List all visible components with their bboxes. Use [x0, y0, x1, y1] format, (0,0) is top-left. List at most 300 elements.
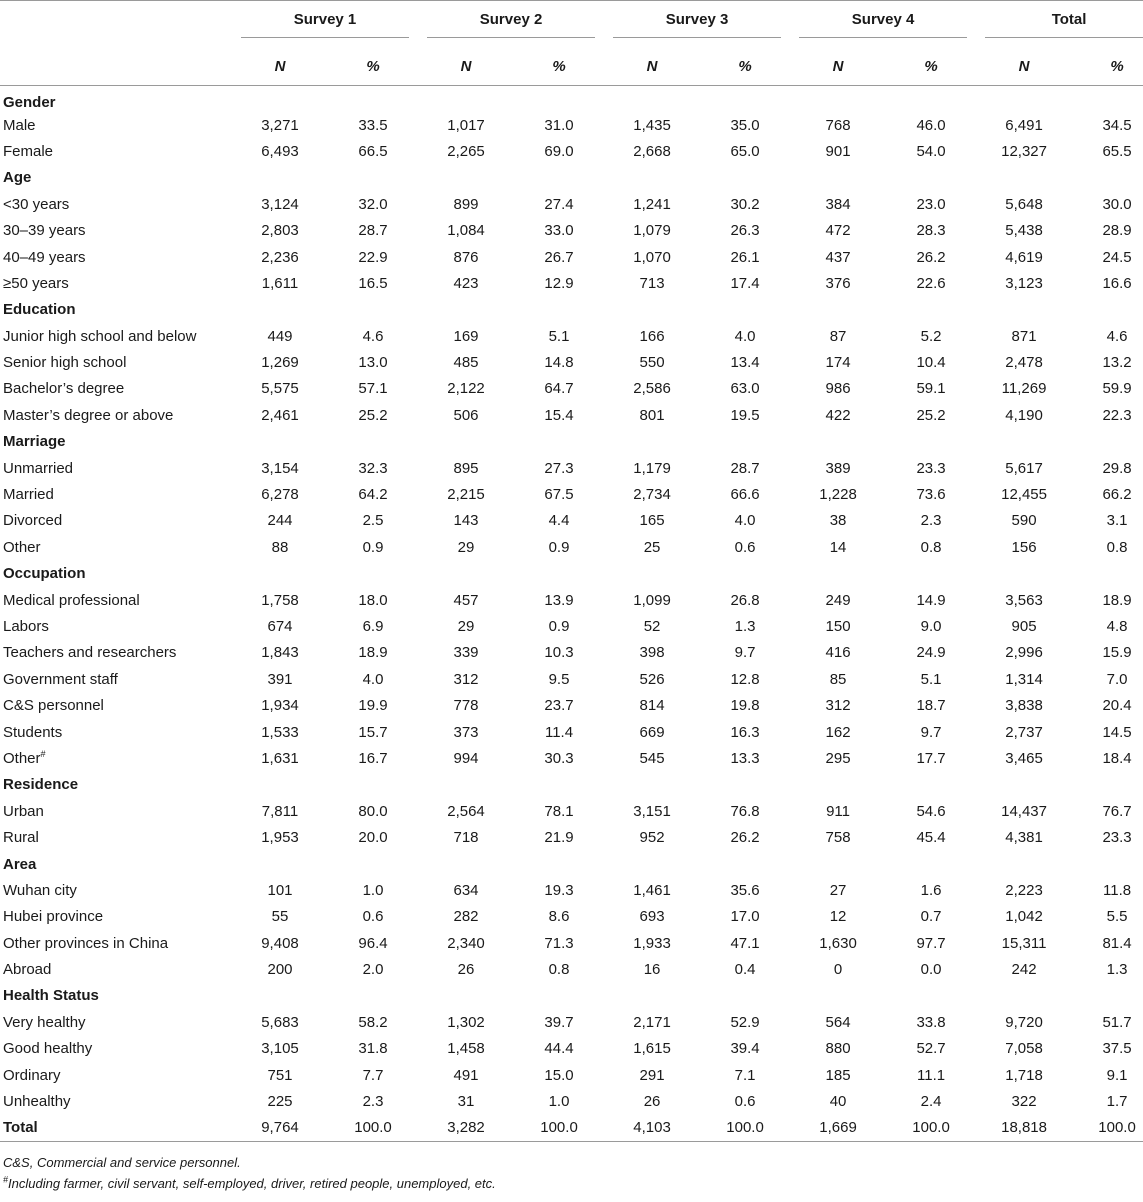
section-header-row	[0, 165, 1143, 191]
footnote-other-occupation-text: Including farmer, civil servant, self-employed, driver, retired people, unemployed, etc.	[8, 1175, 496, 1191]
n-cell: 15,311	[1001, 934, 1047, 952]
percent-cell: 23.0	[916, 195, 946, 213]
n-cell: 185	[825, 1066, 851, 1084]
n-cell: 312	[825, 697, 851, 715]
n-cell	[976, 429, 1072, 455]
n-cell: 165	[639, 512, 665, 530]
table-row	[0, 270, 1143, 296]
n-cell: 312	[453, 670, 479, 688]
percent-cell: 18.0	[358, 591, 388, 609]
percent-cell: 1.0	[548, 1093, 570, 1111]
percent-cell: 26.7	[544, 248, 574, 266]
n-cell: 1,533	[261, 723, 299, 741]
row-label-text: Rural	[3, 829, 39, 847]
table-row	[0, 191, 1143, 217]
survey-1-header-label: Survey 1	[241, 11, 409, 38]
n-cell: 4,103	[604, 1115, 700, 1141]
sub-header-row	[0, 47, 1143, 86]
n-cell	[790, 561, 886, 587]
percent-cell: 1.3	[734, 618, 756, 635]
percent-cell: 11.8	[1103, 881, 1132, 899]
n-column-header: N	[790, 47, 886, 86]
n-cell: 634	[453, 881, 479, 899]
percent-cell: 81.4	[1102, 934, 1132, 952]
row-label-text: Teachers and researchers	[3, 644, 177, 662]
n-cell: 6,491	[1005, 116, 1043, 134]
percent-cell: 32.0	[358, 195, 388, 213]
n-cell: 389	[825, 459, 851, 477]
section-label	[0, 297, 232, 323]
percent-cell: 21.9	[544, 829, 574, 847]
percent-cell: 0.6	[362, 908, 384, 926]
n-cell	[418, 851, 514, 877]
section-label	[0, 772, 232, 798]
n-cell: 244	[267, 512, 293, 530]
percent-cell: 31.8	[358, 1040, 388, 1058]
n-cell: 6,493	[261, 142, 299, 160]
n-cell: 391	[267, 670, 293, 688]
n-cell: 778	[453, 697, 479, 715]
n-cell: 29	[457, 618, 475, 635]
percent-cell: 39.4	[730, 1040, 760, 1058]
n-cell: 242	[1011, 961, 1037, 979]
footnote-abbreviation: C&S, Commercial and service personnel.	[3, 1154, 241, 1170]
percent-cell: 47.1	[730, 934, 760, 952]
percent-cell: 100.0	[886, 1115, 976, 1141]
n-cell: 1,758	[261, 591, 299, 609]
percent-cell	[886, 165, 976, 191]
percent-cell: 18.9	[1102, 591, 1132, 609]
table-row	[0, 613, 1143, 639]
section-label	[0, 429, 232, 455]
percent-cell: 18.9	[358, 644, 388, 662]
row-label	[0, 481, 232, 507]
percent-cell: 78.1	[544, 802, 574, 820]
percent-cell: 4.4	[548, 512, 570, 530]
percent-cell: 2.4	[920, 1093, 942, 1111]
percent-cell	[886, 297, 976, 323]
n-cell	[604, 165, 700, 191]
n-cell: 449	[267, 327, 293, 345]
percent-cell: 2.3	[362, 1093, 384, 1111]
percent-cell	[328, 429, 418, 455]
row-label	[0, 904, 232, 930]
row-label-text: Occupation	[3, 565, 86, 583]
percent-cell	[700, 429, 790, 455]
row-label	[0, 692, 232, 718]
percent-cell: 31.0	[544, 116, 574, 134]
percent-column-header: %	[514, 47, 604, 86]
percent-cell: 16.6	[1102, 274, 1132, 292]
percent-cell: 12.9	[544, 274, 574, 292]
percent-cell	[886, 86, 976, 112]
n-cell: 713	[639, 274, 665, 292]
n-cell: 87	[829, 327, 847, 345]
percent-cell: 39.7	[544, 1013, 574, 1031]
percent-cell	[1072, 983, 1143, 1009]
percent-cell: 59.9	[1102, 380, 1132, 398]
n-cell: 5,575	[261, 380, 299, 398]
percent-cell: 76.8	[730, 802, 760, 820]
table-row	[0, 930, 1143, 956]
percent-cell	[514, 983, 604, 1009]
survey-2-header	[418, 1, 604, 48]
percent-cell: 12.8	[730, 670, 760, 688]
n-cell: 506	[453, 406, 479, 424]
table-row	[0, 877, 1143, 903]
row-label-text: Labors	[3, 618, 49, 635]
n-cell: 3,282	[418, 1115, 514, 1141]
row-label-text: ≥50 years	[3, 274, 69, 292]
percent-cell	[328, 772, 418, 798]
percent-cell: 16.3	[730, 723, 760, 741]
percent-cell: 28.7	[730, 459, 760, 477]
row-label-text: Bachelor’s degree	[3, 380, 125, 398]
percent-cell: 4.8	[1106, 618, 1128, 635]
percent-cell	[1072, 297, 1143, 323]
percent-cell	[700, 772, 790, 798]
table-row	[0, 376, 1143, 402]
n-cell: 952	[639, 829, 665, 847]
n-cell: 322	[1011, 1093, 1037, 1111]
n-cell: 1,314	[1005, 670, 1043, 688]
row-label-text: Senior high school	[3, 354, 127, 372]
n-cell: 88	[271, 538, 289, 556]
percent-cell	[886, 429, 976, 455]
n-column-header: N	[232, 47, 328, 86]
n-cell	[790, 165, 886, 191]
table-row	[0, 402, 1143, 428]
percent-cell: 1.6	[920, 881, 942, 899]
n-cell: 1,435	[633, 116, 671, 134]
n-cell: 295	[825, 749, 851, 767]
n-cell: 282	[453, 908, 479, 926]
percent-cell: 23.3	[916, 459, 946, 477]
row-label	[0, 376, 232, 402]
table-row	[0, 692, 1143, 718]
percent-cell: 5.1	[548, 327, 570, 345]
n-cell: 14,437	[1001, 802, 1047, 820]
n-cell: 590	[1011, 512, 1037, 530]
percent-column-header: %	[886, 47, 976, 86]
percent-cell: 96.4	[358, 934, 388, 952]
percent-cell: 64.7	[544, 380, 574, 398]
n-cell	[232, 429, 328, 455]
row-label-text: Ordinary	[3, 1066, 61, 1084]
n-cell: 1,042	[1005, 908, 1043, 926]
percent-cell	[1072, 772, 1143, 798]
row-label-text: Gender	[3, 94, 56, 112]
percent-cell: 17.4	[730, 274, 760, 292]
row-label-text: Total	[3, 1119, 38, 1137]
n-cell	[418, 561, 514, 587]
n-cell: 1,934	[261, 697, 299, 715]
percent-cell	[886, 983, 976, 1009]
table-row	[0, 1009, 1143, 1035]
n-cell: 29	[457, 538, 475, 556]
table-row	[0, 455, 1143, 481]
section-header-row	[0, 561, 1143, 587]
percent-cell: 100.0	[1072, 1115, 1143, 1141]
row-label-text: Residence	[3, 776, 79, 794]
n-cell: 1,615	[633, 1040, 671, 1058]
section-header-row	[0, 429, 1143, 455]
percent-cell	[700, 983, 790, 1009]
percent-cell: 59.1	[916, 380, 946, 398]
n-cell: 291	[639, 1066, 665, 1084]
percent-cell: 26.2	[730, 829, 760, 847]
percent-cell: 9.7	[734, 644, 756, 662]
row-label	[0, 956, 232, 982]
n-cell: 162	[825, 723, 851, 741]
percent-cell: 0.9	[548, 618, 570, 635]
n-cell: 398	[639, 644, 665, 662]
n-cell	[976, 86, 1072, 112]
percent-cell: 4.0	[734, 327, 756, 345]
table-row	[0, 1088, 1143, 1114]
percent-cell: 4.6	[362, 327, 384, 345]
row-label-text: Age	[3, 169, 32, 187]
percent-cell: 13.4	[730, 354, 760, 372]
survey-3-header-label: Survey 3	[613, 11, 781, 38]
percent-cell: 57.1	[358, 380, 388, 398]
n-cell: 526	[639, 670, 665, 688]
n-cell: 986	[825, 380, 851, 398]
n-cell: 1,458	[447, 1040, 485, 1058]
n-cell: 1,017	[447, 116, 485, 134]
percent-cell: 26.3	[730, 222, 760, 240]
percent-cell: 76.7	[1102, 802, 1132, 820]
percent-cell: 23.7	[544, 697, 574, 715]
row-label	[0, 640, 232, 666]
table-row	[0, 666, 1143, 692]
percent-cell	[886, 561, 976, 587]
n-cell: 457	[453, 591, 479, 609]
percent-cell: 66.6	[730, 486, 760, 504]
n-cell	[790, 429, 886, 455]
percent-cell: 13.9	[544, 591, 574, 609]
percent-cell: 7.0	[1106, 670, 1128, 688]
row-label-text: Other	[3, 749, 41, 767]
percent-cell: 30.3	[544, 749, 574, 767]
n-cell: 26	[643, 1093, 661, 1111]
percent-cell	[514, 851, 604, 877]
n-cell: 2,236	[261, 248, 299, 266]
row-label-text: Divorced	[3, 512, 63, 530]
n-cell: 1,953	[261, 829, 299, 847]
percent-cell: 100.0	[514, 1115, 604, 1141]
percent-cell	[1072, 851, 1143, 877]
percent-cell: 0.0	[920, 961, 942, 979]
percent-cell: 2.0	[362, 961, 384, 979]
n-cell: 2,223	[1005, 881, 1043, 899]
table-row	[0, 349, 1143, 375]
n-cell: 1,718	[1005, 1066, 1043, 1084]
percent-cell: 65.0	[730, 142, 760, 160]
n-cell: 693	[639, 908, 665, 926]
percent-cell: 35.0	[730, 116, 760, 134]
survey-4-header-label: Survey 4	[799, 11, 967, 38]
n-cell	[418, 772, 514, 798]
percent-cell: 26.8	[730, 591, 760, 609]
n-cell: 1,302	[447, 1013, 485, 1031]
n-cell: 2,171	[633, 1013, 671, 1031]
n-cell: 18,818	[976, 1115, 1072, 1141]
row-label-text: Junior high school and below	[3, 327, 197, 345]
n-cell	[790, 297, 886, 323]
section-header-row	[0, 772, 1143, 798]
n-cell: 156	[1011, 538, 1037, 556]
table-body	[0, 86, 1143, 1142]
total-header-label: Total	[985, 11, 1143, 38]
section-header-row	[0, 297, 1143, 323]
n-cell	[418, 429, 514, 455]
n-cell: 3,124	[261, 195, 299, 213]
n-cell: 437	[825, 248, 851, 266]
n-cell: 225	[267, 1093, 293, 1111]
percent-cell: 54.0	[916, 142, 946, 160]
row-label-text: Health Status	[3, 987, 99, 1005]
n-cell: 150	[825, 618, 851, 635]
percent-cell: 7.7	[362, 1066, 384, 1084]
n-cell: 11,269	[1001, 380, 1047, 398]
n-cell: 3,563	[1005, 591, 1043, 609]
percent-cell: 13.2	[1102, 354, 1132, 372]
percent-cell: 51.7	[1102, 1013, 1132, 1031]
n-cell: 751	[267, 1066, 293, 1084]
percent-cell: 23.3	[1102, 829, 1132, 847]
percent-cell: 22.9	[358, 248, 388, 266]
n-cell: 101	[267, 881, 293, 899]
n-cell: 1,669	[790, 1115, 886, 1141]
n-cell	[604, 429, 700, 455]
percent-cell: 14.5	[1102, 723, 1132, 741]
row-label-text: Other	[3, 538, 41, 556]
percent-cell	[514, 165, 604, 191]
n-cell: 384	[825, 195, 851, 213]
n-cell: 174	[825, 354, 851, 372]
n-cell	[976, 983, 1072, 1009]
percent-cell: 0.6	[734, 1093, 756, 1111]
n-cell: 472	[825, 222, 851, 240]
percent-column-header: %	[1072, 47, 1143, 86]
n-cell: 3,105	[261, 1040, 299, 1058]
percent-cell: 65.5	[1102, 142, 1132, 160]
row-label-text: Unmarried	[3, 459, 74, 477]
n-cell: 27	[829, 881, 847, 899]
total-row	[0, 1115, 1143, 1141]
percent-cell: 67.5	[544, 486, 574, 504]
percent-cell: 64.2	[358, 486, 388, 504]
n-cell: 2,340	[447, 934, 485, 952]
percent-cell: 0.8	[1106, 538, 1128, 556]
n-cell: 905	[1011, 618, 1037, 635]
row-label-text: Government staff	[3, 670, 118, 688]
n-cell	[418, 983, 514, 1009]
row-label-text: Married	[3, 486, 54, 504]
n-cell: 758	[825, 829, 851, 847]
n-cell	[604, 561, 700, 587]
n-cell	[418, 165, 514, 191]
percent-cell: 15.0	[544, 1066, 574, 1084]
percent-cell: 6.9	[362, 618, 384, 635]
percent-cell	[328, 297, 418, 323]
percent-cell: 37.5	[1102, 1040, 1132, 1058]
survey-1-header	[232, 1, 418, 48]
table-row	[0, 798, 1143, 824]
percent-column-header: %	[700, 47, 790, 86]
n-cell: 1,079	[633, 222, 671, 240]
percent-cell: 30.0	[1102, 195, 1132, 213]
percent-cell: 33.5	[358, 116, 388, 134]
percent-cell: 8.6	[548, 908, 570, 926]
n-cell: 2,122	[447, 380, 485, 398]
table-row	[0, 323, 1143, 349]
percent-cell: 46.0	[916, 116, 946, 134]
percent-cell: 22.6	[916, 274, 946, 292]
table-row	[0, 112, 1143, 138]
n-cell	[232, 983, 328, 1009]
table-row	[0, 640, 1143, 666]
percent-cell: 16.5	[358, 274, 388, 292]
sub-header-blank-cell	[0, 47, 232, 86]
percent-cell: 9.1	[1106, 1066, 1128, 1084]
percent-cell	[1072, 429, 1143, 455]
percent-cell: 14.8	[544, 354, 574, 372]
percent-cell: 25.2	[916, 406, 946, 424]
percent-cell: 2.5	[362, 512, 384, 530]
n-cell	[790, 86, 886, 112]
n-cell	[418, 297, 514, 323]
percent-cell: 27.3	[544, 459, 574, 477]
percent-cell: 5.2	[920, 327, 942, 345]
n-cell: 1,461	[633, 881, 671, 899]
row-label	[0, 1009, 232, 1035]
row-label-text: Urban	[3, 802, 44, 820]
percent-column-header: %	[328, 47, 418, 86]
n-cell: 416	[825, 644, 851, 662]
row-label-text: Students	[3, 723, 63, 741]
percent-cell: 18.4	[1102, 749, 1132, 767]
section-label	[0, 983, 232, 1009]
n-cell: 3,151	[633, 802, 671, 820]
percent-cell: 66.5	[358, 142, 388, 160]
percent-cell	[514, 429, 604, 455]
percent-cell: 80.0	[358, 802, 388, 820]
n-cell: 143	[453, 512, 479, 530]
n-cell: 3,271	[261, 116, 299, 134]
n-cell: 2,996	[1005, 644, 1043, 662]
percent-cell: 10.4	[916, 354, 946, 372]
percent-cell: 33.8	[916, 1013, 946, 1031]
header-blank-cell	[0, 1, 232, 48]
percent-cell: 7.1	[734, 1066, 756, 1084]
n-cell: 166	[639, 327, 665, 345]
n-cell	[604, 297, 700, 323]
n-cell: 1,631	[261, 749, 299, 767]
n-cell: 1,241	[633, 195, 671, 213]
row-label	[0, 666, 232, 692]
n-cell: 12,327	[1001, 142, 1047, 160]
percent-cell: 10.3	[544, 644, 574, 662]
row-label-text: Hubei province	[3, 908, 104, 926]
row-label-text: Female	[3, 142, 54, 160]
row-label-text: Wuhan city	[3, 881, 77, 899]
percent-cell: 15.7	[358, 723, 388, 741]
n-cell: 1,099	[633, 591, 671, 609]
n-cell	[790, 983, 886, 1009]
percent-cell	[328, 983, 418, 1009]
